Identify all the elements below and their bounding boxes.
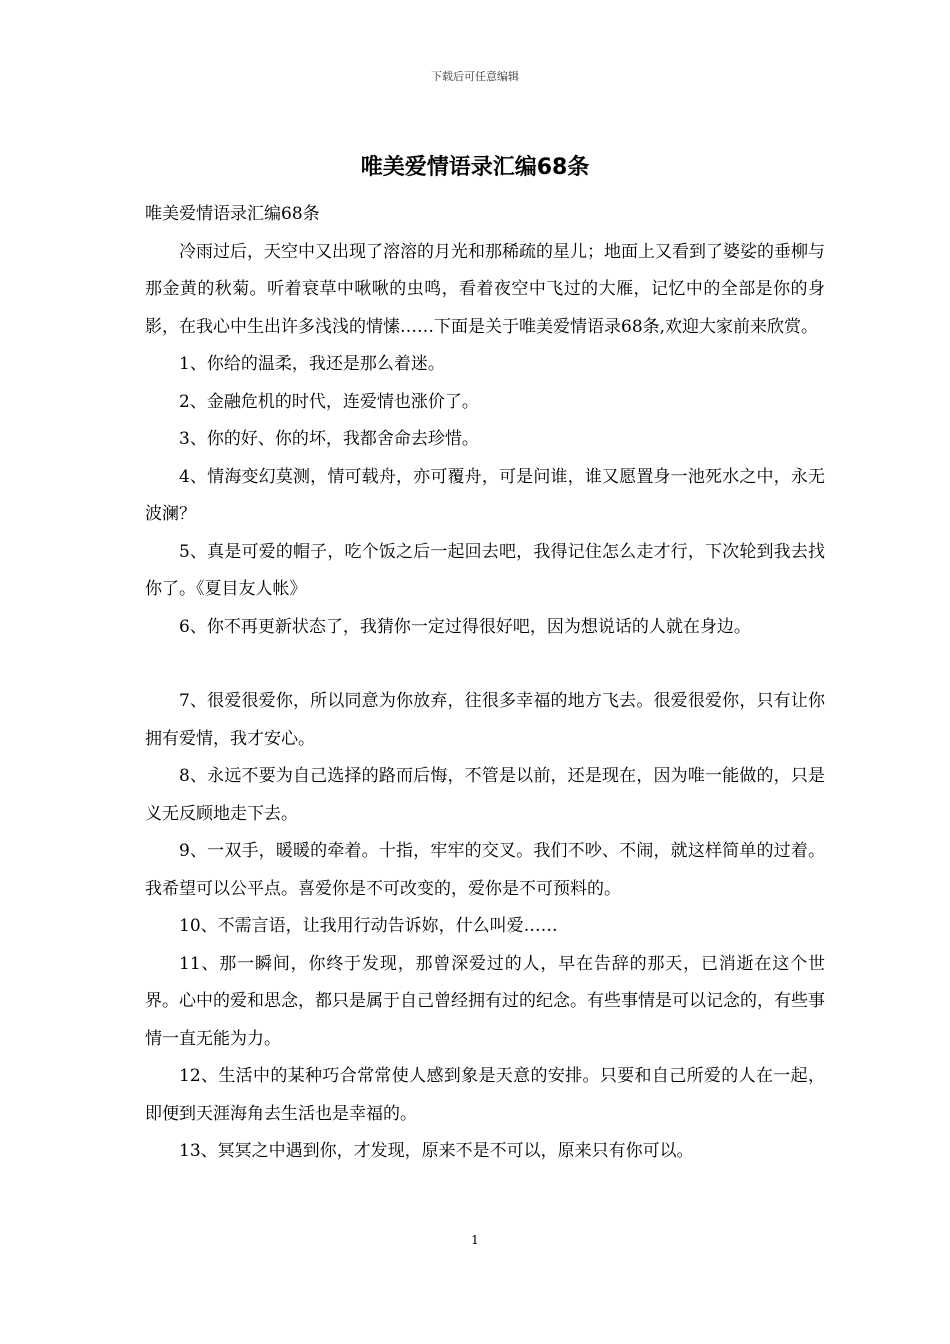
quote-paragraph: 10、不需言语，让我用行动告诉妳，什么叫爱…… xyxy=(179,916,558,936)
intro-paragraph: 冷雨过后，天空中又出现了溶溶的月光和那稀疏的星儿；地面上又看到了婆娑的垂柳与那金黄的秋菊。听着衰草中啾啾的虫鸣，看着夜空中飞过的大雁，记忆中的全部是你的身影，在我心中生出许多浅浅的情愫……下面是关于唯美爱情语录68条,欢迎大家前来欣赏。 xyxy=(145,241,825,337)
quote-paragraph: 8、永远不要为自己选择的路而后悔，不管是以前，还是现在，因为唯一能做的，只是义无反顾地走下去。 xyxy=(145,766,825,824)
quote-paragraph: 6、你不再更新状态了，我猜你一定过得很好吧，因为想说话的人就在身边。 xyxy=(179,616,751,637)
quote-paragraph: 7、很爱很爱你，所以同意为你放弃，往很多幸福的地方飞去。很爱很爱你，只有让你拥有爱情，我才安心。 xyxy=(145,691,825,749)
quote-paragraph: 1、你给的温柔，我还是那么着迷。 xyxy=(179,354,445,374)
quote-paragraph: 5、真是可爱的帽子，吃个饭之后一起回去吧，我得记住怎么走才行，下次轮到我去找你了。《夏目友人帐》 xyxy=(145,541,825,599)
quote-paragraph: 13、冥冥之中遇到你，才发现，原来不是不可以，原来只有你可以。 xyxy=(179,1141,694,1161)
document-subtitle: 唯美爱情语录汇编68条 xyxy=(145,204,320,224)
document-title: 唯美爱情语录汇编68条 xyxy=(360,155,590,180)
page-number: 1 xyxy=(471,1233,479,1247)
quote-paragraph: 3、你的好、你的坏，我都舍命去珍惜。 xyxy=(179,429,479,449)
quote-paragraph: 2、金融危机的时代，连爱情也涨价了。 xyxy=(179,391,479,412)
document-body xyxy=(145,196,825,1171)
quote-paragraph: 4、情海变幻莫测，情可载舟，亦可覆舟，可是问谁，谁又愿置身一池死水之中，永无波澜？ xyxy=(145,466,825,524)
quote-paragraph: 11、那一瞬间，你终于发现，那曾深爱过的人，早在告辞的那天，已消逝在这个世界。心中的爱和思念，都只是属于自己曾经拥有过的纪念。有些事情是可以记念的，有些事情一直无能为力。 xyxy=(145,953,825,1049)
quote-paragraph: 9、一双手，暖暖的牵着。十指，牢牢的交叉。我们不吵、不闹，就这样简单的过着。我希望可以公平点。喜爱你是不可改变的，爱你是不可预料的。 xyxy=(145,841,825,899)
header-note: 下载后可任意编辑 xyxy=(431,70,519,83)
quote-paragraph: 12、生活中的某种巧合常常使人感到象是天意的安排。只要和自己所爱的人在一起，即便到天涯海角去生活也是幸福的。 xyxy=(145,1066,825,1124)
